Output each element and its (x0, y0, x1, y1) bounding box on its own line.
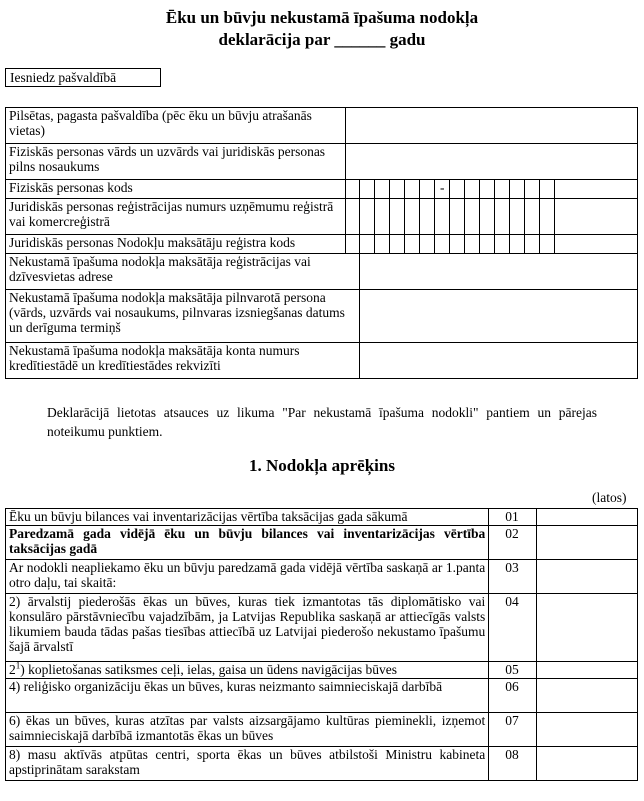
reg-number-digit[interactable] (405, 199, 420, 235)
reg-number-spacer (555, 199, 638, 235)
calc-row-label: Ar nodokli neapliekamo ēku un būvju paredzamā gada vidējā vērtība saskaņā ar 1.panta otro daļu, tai skaitā: (6, 560, 489, 594)
person-code-digit[interactable] (360, 180, 375, 199)
municipality-label: Pilsētas, pagasta pašvaldība (pēc ēku un būvju atrašanās vietas) (6, 108, 346, 144)
person-code-spacer (555, 180, 638, 199)
tax-code-digit[interactable] (390, 235, 405, 254)
section-heading: 1. Nodokļa aprēķins (249, 456, 395, 475)
taxpayer-address-field[interactable] (360, 254, 638, 290)
reg-number-digit[interactable] (480, 199, 495, 235)
person-name-field[interactable] (345, 144, 638, 180)
person-code-digit[interactable] (450, 180, 465, 199)
legal-reg-number-label: Juridiskās personas reģistrācijas numurs uzņēmumu reģistrā vai komercreģistrā (6, 199, 346, 235)
reg-number-digit[interactable] (420, 199, 435, 235)
tax-code-digit[interactable] (465, 235, 480, 254)
bank-account-label: Nekustamā īpašuma nodokļa maksātāja konta numurs kredītiestādē un kredītiestādes rekvizīti (6, 343, 360, 379)
reg-number-digit[interactable] (510, 199, 525, 235)
tax-code-digit[interactable] (435, 235, 450, 254)
calc-row-code: 07 (489, 713, 537, 747)
calc-row-value[interactable] (537, 509, 638, 526)
bank-account-field[interactable] (360, 343, 638, 379)
reg-number-digit[interactable] (450, 199, 465, 235)
tax-code-digit[interactable] (510, 235, 525, 254)
tax-code-spacer (555, 235, 638, 254)
authorized-person-field[interactable] (360, 290, 638, 343)
tax-calculation-table (5, 508, 638, 781)
calc-row-value[interactable] (537, 662, 638, 679)
reg-number-digit[interactable] (465, 199, 480, 235)
calc-row-label: 2) ārvalstij piederošās ēkas un būves, kuras tiek izmantotas tās diplomātisko vai konsulāro pārstāvniecību vajadzībām, ja Latvijas Republika saskaņā ar attiecīgās valsts likumiem bauda tādas pašas tiesības attiecībā uz Latvijai piederošo nekustamo īpašumu šajā ārvalstī (6, 594, 489, 662)
calc-row-value[interactable] (537, 594, 638, 662)
reg-number-digit[interactable] (375, 199, 390, 235)
person-code-digit[interactable] (525, 180, 540, 199)
person-code-digit[interactable] (375, 180, 390, 199)
tax-code-digit[interactable] (345, 235, 360, 254)
calc-row-code: 03 (489, 560, 537, 594)
tax-code-digit[interactable] (480, 235, 495, 254)
calc-row-label: Paredzamā gada vidējā ēku un būvju bilances vai inventarizācijas vērtība taksācijas gadā (6, 526, 489, 560)
currency-note: (latos) (592, 490, 627, 505)
calc-row-code: 04 (489, 594, 537, 662)
calc-row-value[interactable] (537, 747, 638, 781)
tax-code-digit[interactable] (495, 235, 510, 254)
authorized-person-label: Nekustamā īpašuma nodokļa maksātāja pilnvarotā persona (vārds, uzvārds vai nosaukums, pilnvaras izsniegšanas datums un derīguma termiņš (6, 290, 360, 343)
legal-tax-code-label: Juridiskās personas Nodokļu maksātāju reģistra kods (6, 235, 346, 254)
calc-row-label-text: ) koplietošanas satiksmes ceļi, ielas, gaisa un ūdens navigācijas būves (20, 662, 398, 677)
calc-row-code: 02 (489, 526, 537, 560)
form-title-line1: Ēku un būvju nekustamā īpašuma nodokļa (165, 8, 479, 27)
calc-row-label: Ēku un būvju bilances vai inventarizācijas vērtība taksācijas gada sākumā (6, 509, 489, 526)
tax-code-digit[interactable] (525, 235, 540, 254)
calc-row-code: 06 (489, 679, 537, 713)
person-code-digit[interactable] (510, 180, 525, 199)
calc-row-label: 8) masu aktīvās atpūtas centri, sporta ēkas un būves atbilstoši Ministru kabineta apstiprinātam sarakstam (6, 747, 489, 781)
reg-number-digit[interactable] (360, 199, 375, 235)
person-code-digit[interactable] (465, 180, 480, 199)
municipality-field[interactable] (345, 108, 638, 144)
person-code-digit[interactable] (495, 180, 510, 199)
calc-row-label: 4) reliģisko organizāciju ēkas un būves, kuras neizmanto saimnieciskajā darbībā (6, 679, 489, 713)
calc-row-label (6, 662, 489, 679)
tax-code-digit[interactable] (540, 235, 555, 254)
calc-row-label-prefix: 2 (9, 662, 16, 677)
calc-row-code: 05 (489, 662, 537, 679)
calc-row-value[interactable] (537, 713, 638, 747)
person-code-label: Fiziskās personas kods (6, 180, 346, 199)
calc-row-value[interactable] (537, 526, 638, 560)
calc-row-code: 08 (489, 747, 537, 781)
tax-code-digit[interactable] (405, 235, 420, 254)
person-code-digit[interactable] (480, 180, 495, 199)
reg-number-digit[interactable] (525, 199, 540, 235)
tax-code-digit[interactable] (420, 235, 435, 254)
reg-number-digit[interactable] (345, 199, 360, 235)
calc-row-code: 01 (489, 509, 537, 526)
taxpayer-address-label: Nekustamā īpašuma nodokļa maksātāja reģistrācijas vai dzīvesvietas adrese (6, 254, 360, 290)
form-title-line2: deklarācija par ______ gadu (218, 30, 426, 49)
calc-row-value[interactable] (537, 679, 638, 713)
person-code-digit[interactable] (420, 180, 435, 199)
calc-row-label: 6) ēkas un būves, kuras atzītas par valsts aizsargājamo kultūras pieminekli, izņemot saimnieciskajā darbībā izmantotās ēkas un būves (6, 713, 489, 747)
calc-row-value[interactable] (537, 560, 638, 594)
tax-code-digit[interactable] (375, 235, 390, 254)
reg-number-digit[interactable] (435, 199, 450, 235)
taxpayer-info-table (5, 107, 638, 379)
person-code-dash: - (435, 180, 450, 199)
reg-number-digit[interactable] (495, 199, 510, 235)
tax-code-digit[interactable] (450, 235, 465, 254)
submit-to-box: Iesniedz pašvaldībā (5, 68, 161, 87)
person-code-digit[interactable] (390, 180, 405, 199)
tax-code-digit[interactable] (360, 235, 375, 254)
reg-number-digit[interactable] (540, 199, 555, 235)
person-code-digit[interactable] (345, 180, 360, 199)
person-code-digit[interactable] (405, 180, 420, 199)
person-code-digit[interactable] (540, 180, 555, 199)
reg-number-digit[interactable] (390, 199, 405, 235)
references-note: Deklarācijā lietotas atsauces uz likuma "Par nekustamā īpašuma nodokli" pantiem un pārejas noteikumu punktiem. (47, 405, 597, 439)
calc-row-label-superscript: 1 (15, 660, 21, 671)
person-name-label: Fiziskās personas vārds un uzvārds vai juridiskās personas pilns nosaukums (6, 144, 346, 180)
